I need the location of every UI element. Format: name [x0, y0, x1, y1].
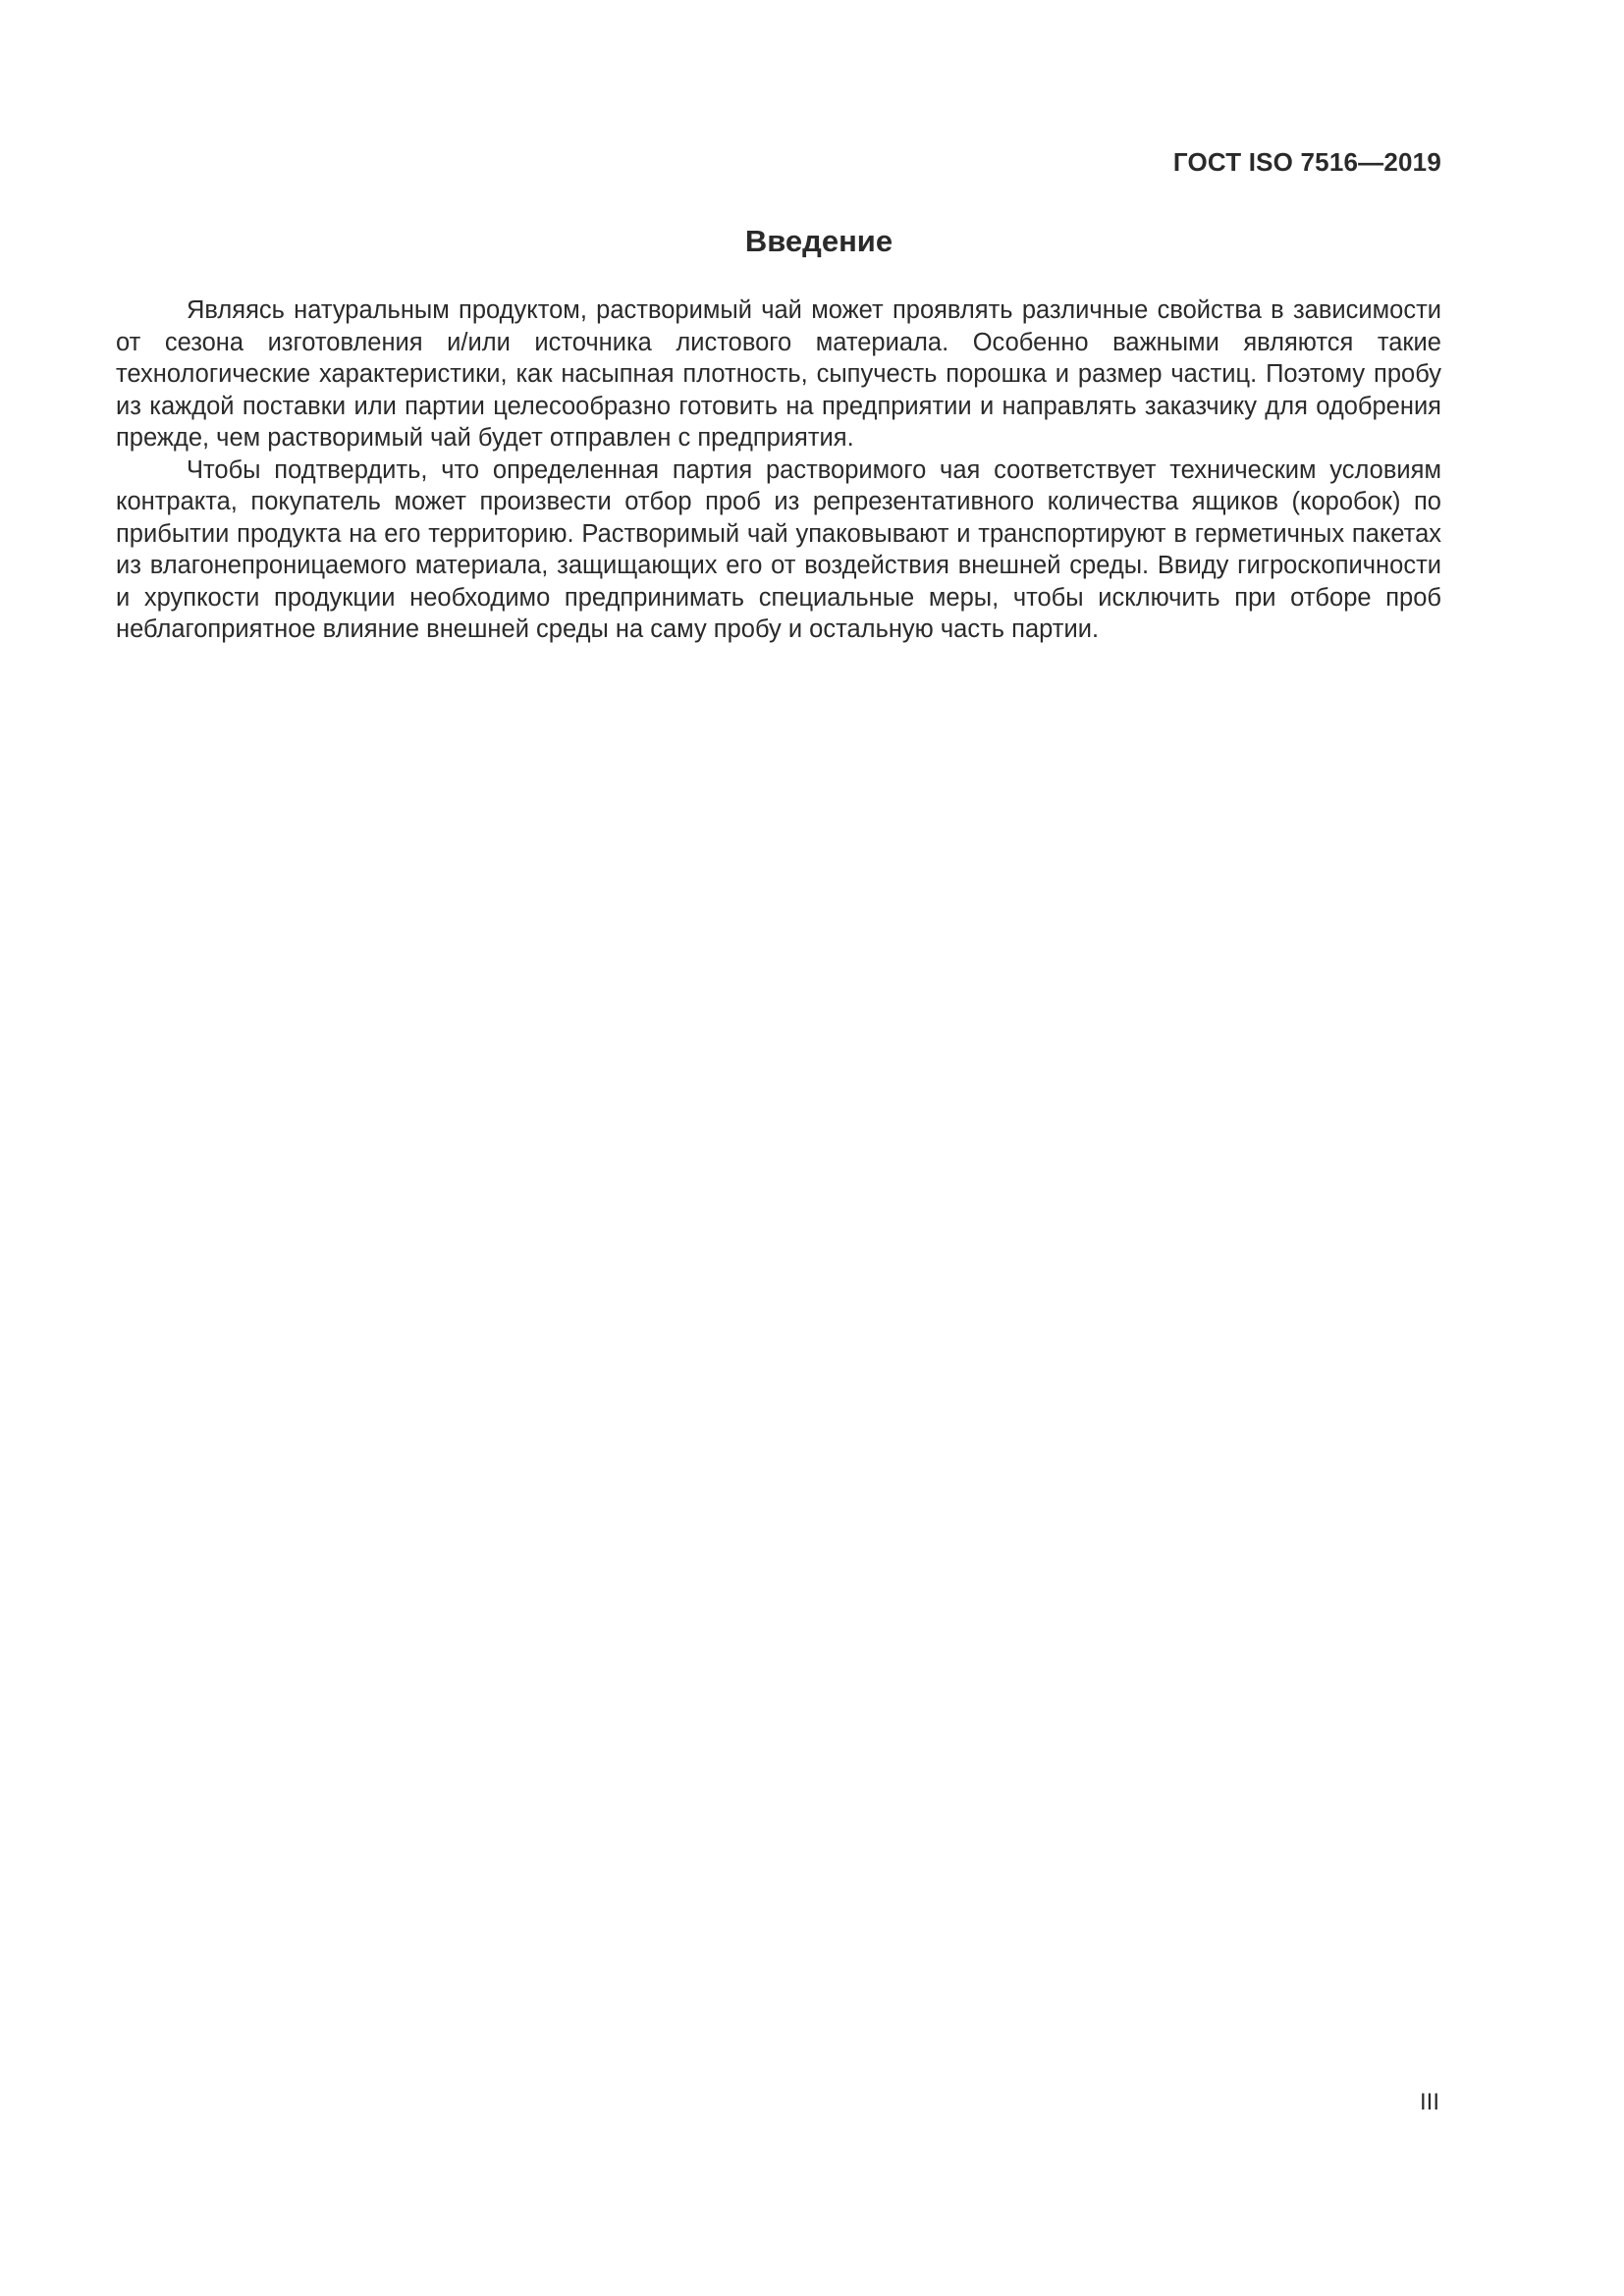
page-number: III — [1419, 2089, 1439, 2115]
paragraph-2: Чтобы подтвердить, что определенная партия растворимого чая соответствует техническим условиям контракта, покупатель может произвести отбор проб из репрезентативного количества ящиков (коробок) по прибытии продукта на его территорию. Растворимый чай упаковывают и транспортируют в герметичных пакетах из влагонепроницаемого материала, защищающих его от воздействия внешней среды. Ввиду гигроскопичности и хрупкости продукции необходимо предпринимать специальные меры, чтобы исключить при отборе проб неблагоприятное влияние внешней среды на саму пробу и остальную часть партии. — [116, 455, 1441, 643]
paragraph-1: Являясь натуральным продуктом, растворимый чай может проявлять различные свойства в зависимости от сезона изготовления и/или источника листового материала. Особенно важными являются такие технологические характеристики, как насыпная плотность, сыпучесть порошка и размер частиц. Поэтому пробу из каждой поставки или партии целесообразно готовить на предприятии и направлять заказчику для одобрения прежде, чем растворимый чай будет отправлен с предприятия. — [116, 296, 1441, 452]
section-body — [116, 294, 1441, 646]
section-title: Введение — [744, 224, 893, 258]
document-code: ГОСТ ISO 7516—2019 — [1172, 147, 1441, 177]
